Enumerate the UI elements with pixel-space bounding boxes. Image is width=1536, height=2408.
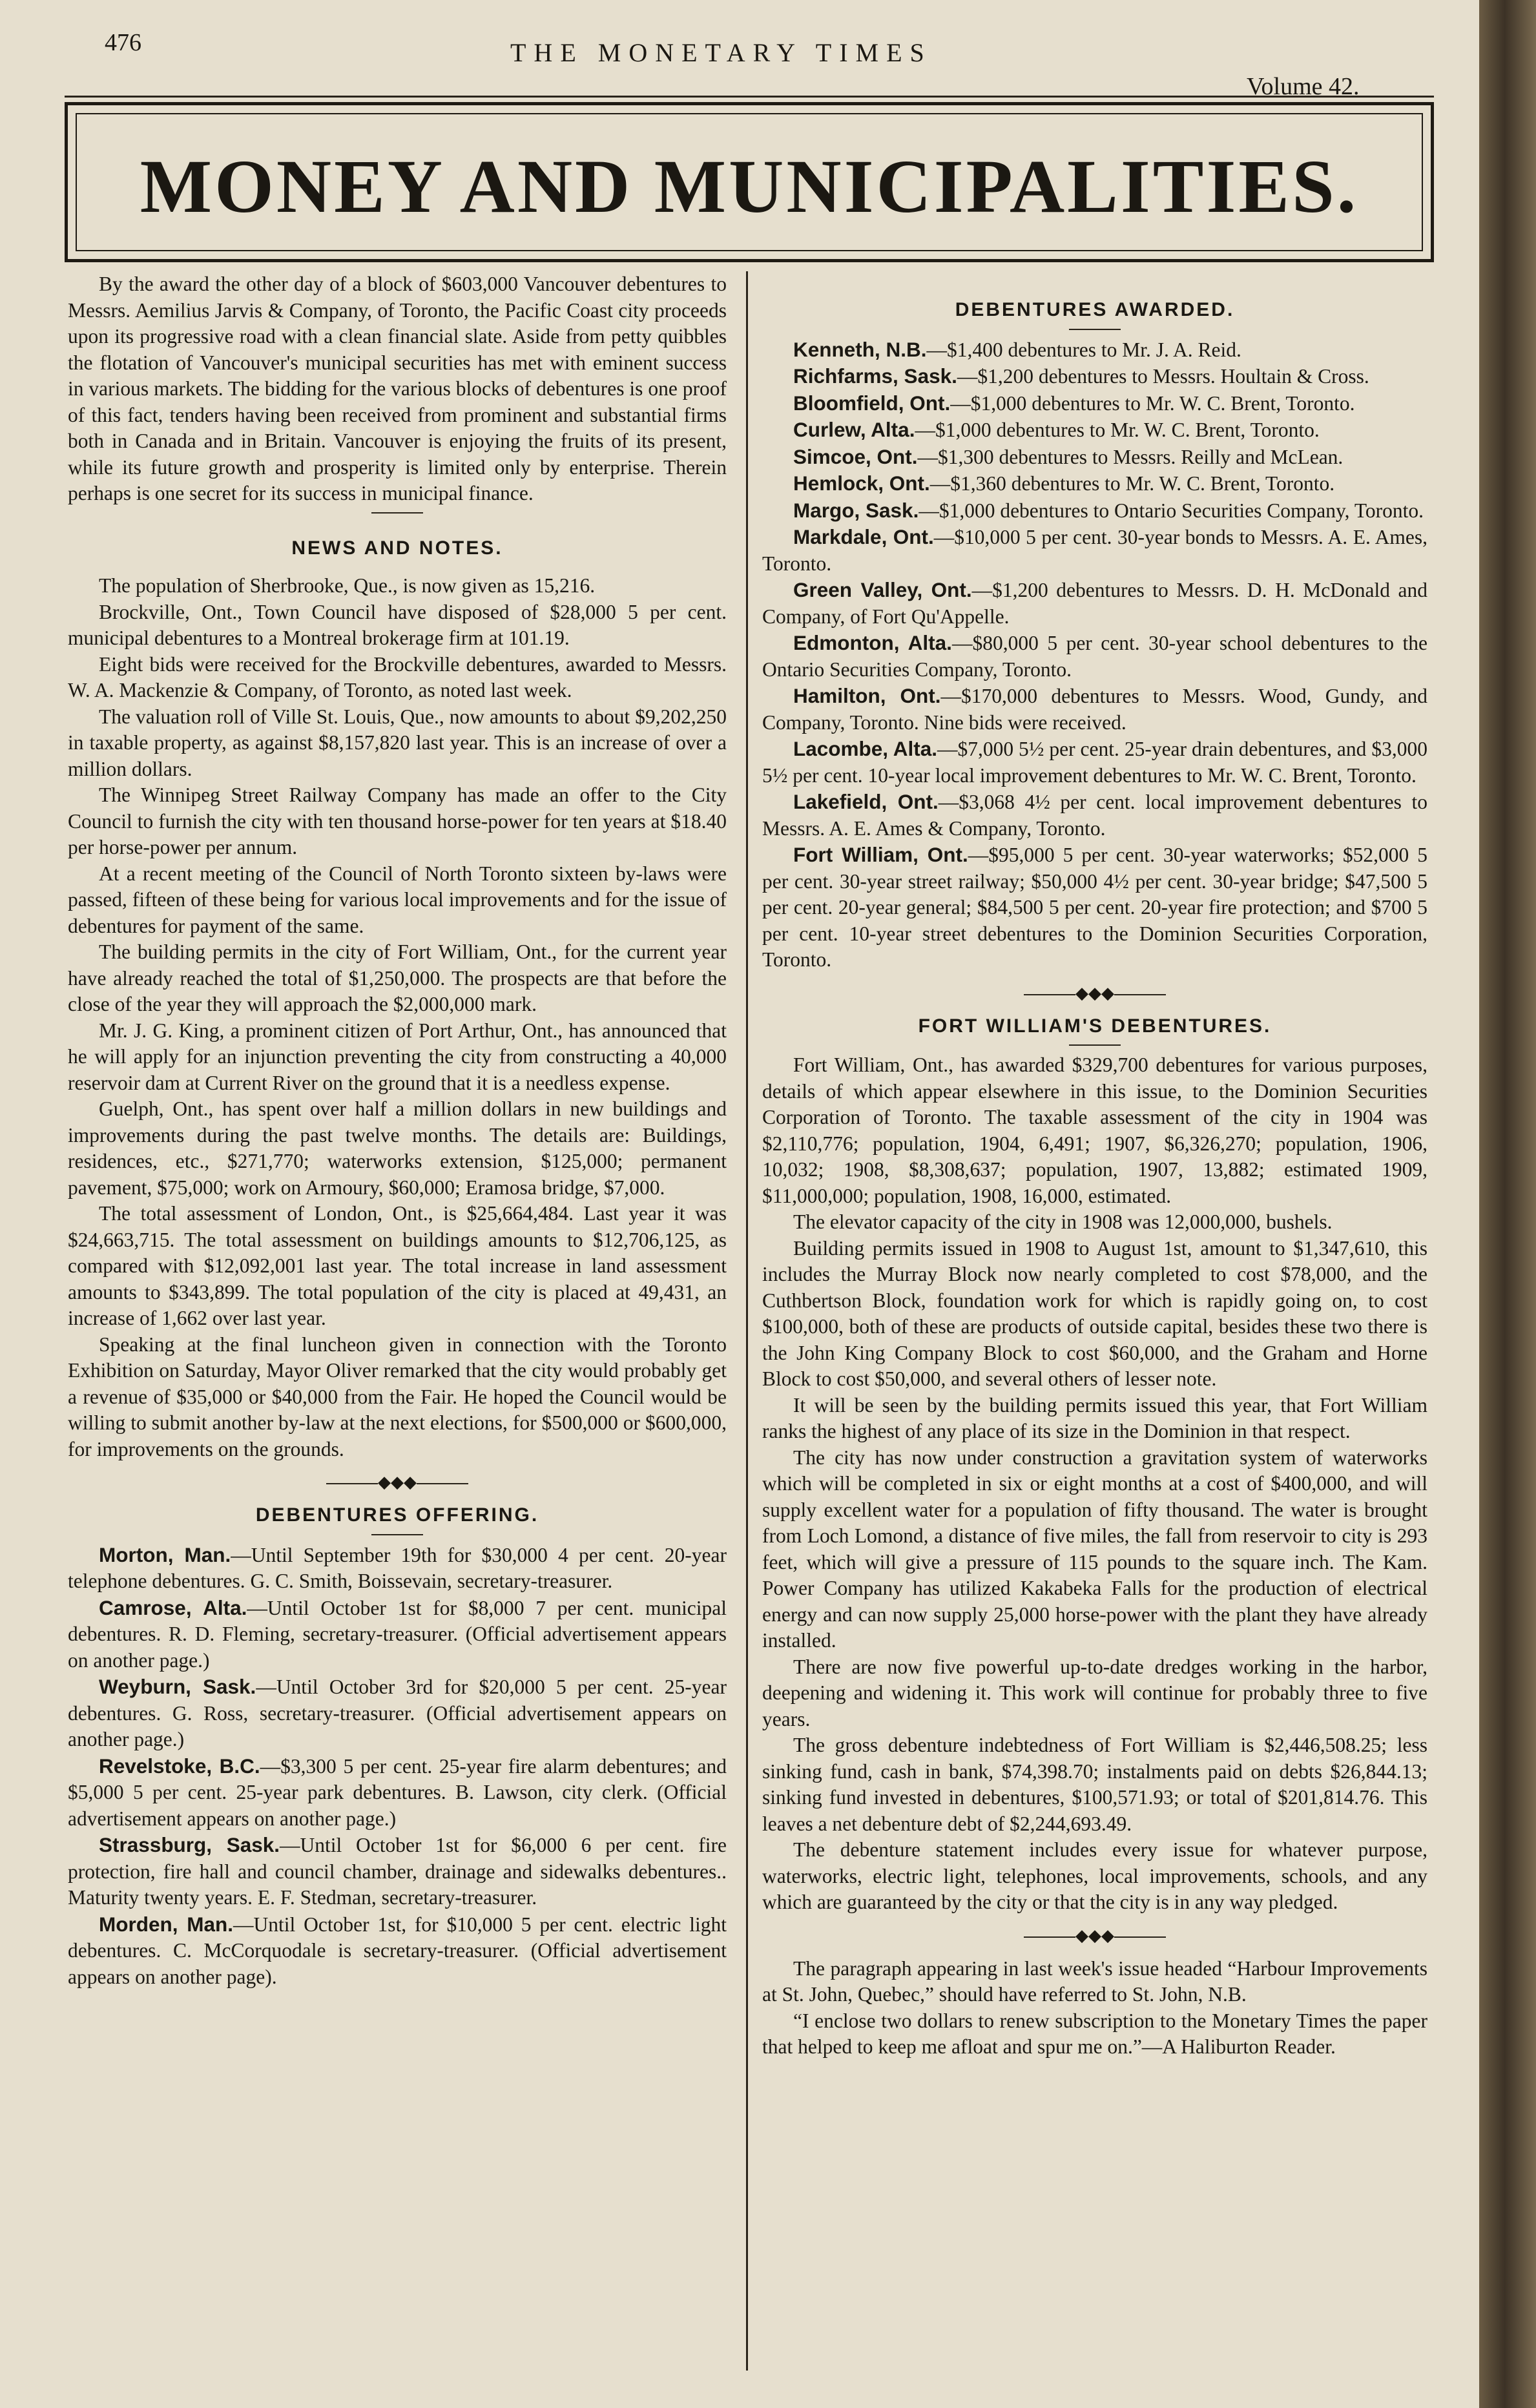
awarded-text: —$1,300 debentures to Messrs. Reilly and McLean. (917, 445, 1344, 468)
awarded-text: —$10,000 5 per cent. 30-year bonds to Messrs. A. E. Ames, Toronto. (762, 526, 1427, 575)
page-title: MONEY AND MUNICIPALITIES. (140, 144, 1359, 229)
awarded-text: —$7,000 5½ per cent. 25-year drain debentures, and $3,000 5½ per cent. 10-year local improvement debentures to Mr. W. C. Brent, Toronto. (762, 738, 1427, 787)
awarded-entry (762, 789, 1427, 842)
awarded-text: —$3,068 4½ per cent. local improvement debentures to Messrs. A. E. Ames & Company, Toronto. (762, 791, 1427, 840)
news-item: The total assessment of London, Ont., is $25,664,484. Last year it was $24,663,715. The total assessment on buildings amounts to $12,706,125, as compared with $12,092,001 last year. The total increase in land assessment amounts to $343,899. The total population of the city is placed at 49,431, an increase of 1,662 over last year. (68, 1202, 727, 1329)
awarded-place: Simcoe, Ont. (793, 444, 918, 468)
offering-text: —Until October 1st for $6,000 6 per cent. fire protection, fire hall and council chamber, drainage and sidewalks debentures.. Maturity twenty years. E. F. Stedman, secretary-treasurer. (68, 1834, 727, 1909)
left-column (68, 271, 727, 1990)
offering-entry (68, 1911, 727, 1991)
awarded-text: —$1,000 debentures to Mr. W. C. Brent, Toronto. (950, 391, 1355, 415)
awarded-text: —$1,200 debentures to Messrs. D. H. McDonald and Company, of Fort Qu'Appelle. (762, 579, 1427, 628)
section-rule (1069, 329, 1121, 330)
awarded-place: Richfarms, Sask. (793, 364, 957, 388)
awarded-entry (762, 390, 1427, 417)
offering-place: Revelstoke, B.C. (99, 1754, 260, 1778)
awarded-heading: DEBENTURES AWARDED. (955, 299, 1235, 320)
header-rule (65, 96, 1434, 98)
awarded-entry (762, 470, 1427, 497)
awarded-place: Kenneth, N.B. (793, 337, 927, 361)
offering-entry (68, 1832, 727, 1911)
fort-william-paragraph: There are now five powerful up-to-date dredges working in the harbor, deepening and widening it. This work will continue for probably three to five years. (762, 1655, 1427, 1730)
fort-william-paragraph: Fort William, Ont., has awarded $329,700 debentures for various purposes, details of which appear elsewhere in this issue, to the Dominion Securities Corporation of Toronto. The taxable assessment of the city in 1904 was $2,110,776; population, 1904, 6,491; 1907, $6,326,270; population, 1906, 10,032; 1908, $8,308,637; population, 1907, 13,882; estimated 1909, $11,000,000; population, 1908, 16,000, estimated. (762, 1054, 1427, 1207)
section-rule (1069, 1044, 1121, 1046)
awarded-place: Markdale, Ont. (793, 525, 934, 548)
awarded-text: —$170,000 debentures to Messrs. Wood, Gundy, and Company, Toronto. Nine bids were received. (762, 685, 1427, 734)
offering-text: —Until October 1st, for $10,000 5 per cent. electric light debentures. C. McCorquodale is secretary-treasurer. (Official advertisement appears on another page). (68, 1913, 727, 1988)
right-column (762, 271, 1427, 2060)
offering-place: Morden, Man. (99, 1912, 233, 1936)
volume-label: Volume 42. (1247, 73, 1360, 100)
fort-william-paragraph: It will be seen by the building permits issued this year, that Fort William ranks the highest of any place of its size in the Dominion in that respect. (762, 1393, 1427, 1442)
news-item: Mr. J. G. King, a prominent citizen of Port Arthur, Ont., has announced that he will apply for an injunction preventing the city from constructing a 40,000 reservoir dam at Current River on the ground that it is a needless expense. (68, 1019, 727, 1094)
awarded-place: Lacombe, Alta. (793, 737, 937, 760)
awarded-text: —$1,000 debentures to Mr. W. C. Brent, Toronto. (915, 419, 1320, 441)
news-item: The Winnipeg Street Railway Company has made an offer to the City Council to furnish the city with ten thousand horse-power for ten years at $18.40 per horse-power per annum. (68, 784, 727, 858)
offering-entry (68, 1542, 727, 1595)
fort-william-paragraph: The gross debenture indebtedness of Fort William is $2,446,508.25; less sinking fund, cash in bank, $74,398.70; instalments paid on debts $26,844.13; sinking fund invested in debentures, $100,571.93; or total of $201,814.76. This leaves a net debenture debt of $2,244,693.49. (762, 1734, 1427, 1835)
offering-entry (68, 1595, 727, 1674)
news-item: Speaking at the final luncheon given in connection with the Toronto Exhibition on Saturday, Mayor Oliver remarked that the city would probably get a revenue of $35,000 or $40,000 from the Fair. He hoped the Council would be willing to submit another by-law at the next elections, for $500,000 or $600,000, for improvements on the grounds. (68, 1333, 727, 1460)
awarded-entry (762, 444, 1427, 471)
news-item: The building permits in the city of Fort William, Ont., for the current year have already reached the total of $1,250,000. The prospects are that before the close of the year they will approach the $2,000,000 mark. (68, 940, 727, 1015)
awarded-place: Lakefield, Ont. (793, 790, 939, 813)
offering-entry (68, 1753, 727, 1832)
awarded-entry (762, 363, 1427, 390)
section-rule (371, 512, 423, 514)
correction-paragraph: The paragraph appearing in last week's issue headed “Harbour Improvements at St. John, Quebec,” should have referred to St. John, N.B. (762, 1956, 1427, 2006)
news-item: Eight bids were received for the Brockville debentures, awarded to Messrs. W. A. Mackenzie & Company, of Toronto, as noted last week. (68, 652, 727, 701)
awarded-place: Fort William, Ont. (793, 843, 968, 866)
fort-william-paragraph: Building permits issued in 1908 to August 1st, amount to $1,347,610, this includes the Murray Block now nearly completed to cost $78,000, and the Cuthbertson Block, foundation work for which is rapidly going on, to cost $100,000, both of these are products of outside capital, besides these two there is the John King Company Block to cost $60,000, and the Graham and Horne Block to cost $50,000, and several others of lesser note. (762, 1236, 1427, 1390)
offering-text: —Until October 1st for $8,000 7 per cent. municipal debentures. R. D. Fleming, secretary-treasurer. (Official advertisement appears on another page.) (68, 1596, 727, 1672)
awarded-place: Curlew, Alta. (793, 418, 915, 441)
offering-entry (68, 1674, 727, 1753)
book-spine (1479, 0, 1536, 2408)
offering-heading: DEBENTURES OFFERING. (255, 1504, 539, 1526)
news-item: The valuation roll of Ville St. Louis, Que., now amounts to about $9,202,250 in taxable property, as against $8,157,820 last year. This is an increase of over a million dollars. (68, 705, 727, 780)
news-item: Brockville, Ont., Town Council have disposed of $28,000 5 per cent. municipal debentures to a Montreal brokerage firm at 101.19. (68, 600, 727, 649)
awarded-text: —$1,000 debentures to Ontario Securities Company, Toronto. (918, 499, 1424, 522)
awarded-place: Edmonton, Alta. (793, 631, 952, 654)
awarded-text: —$80,000 5 per cent. 30-year school debentures to the Ontario Securities Company, Toronto. (762, 632, 1427, 681)
fort-william-heading: FORT WILLIAM'S DEBENTURES. (918, 1015, 1272, 1037)
offering-text: —Until October 3rd for $20,000 5 per cent. 25-year debentures. G. Ross, secretary-treasurer. (Official advertisement appears on another page.) (68, 1676, 727, 1750)
ornament-divider: ◆◆◆ (68, 1474, 727, 1491)
fort-william-paragraph: The elevator capacity of the city in 1908 was 12,000,000, bushels. (793, 1210, 1333, 1233)
news-item: At a recent meeting of the Council of North Toronto sixteen by-laws were passed, fifteen of these being for various local improvements and for the issue of debentures for payment of the same. (68, 862, 727, 937)
running-title: THE MONETARY TIMES (510, 38, 932, 67)
awarded-entry (762, 417, 1427, 444)
intro-paragraph: By the award the other day of a block of $603,000 Vancouver debentures to Messrs. Aemilius Jarvis & Company, of Toronto, the Pacific Coast city proceeds upon its progressive road with a clean financial slate. Aside from petty quibbles the flotation of Vancouver's municipal securities has met with eminent success in various markets. The bidding for the various blocks of debentures is one proof of this fact, tenders having been received from prominent and substantial firms both in Canada and in Britain. Vancouver is enjoying the fruits of its present, while its future growth and prosperity is limited only by enterprise. Therein perhaps is one secret for its success in municipal finance. (68, 273, 727, 504)
offering-place: Camrose, Alta. (99, 1595, 247, 1619)
awarded-text: —$1,360 debentures to Mr. W. C. Brent, Toronto. (929, 472, 1335, 495)
awarded-place: Green Valley, Ont. (793, 578, 972, 601)
awarded-place: Margo, Sask. (793, 498, 919, 522)
fort-william-paragraph: The city has now under construction a gravitation system of waterworks which will be completed in six or eight months at a cost of $400,000, and will supply excellent water for a population of fifty thousand. The water is brought from Loch Lomond, a distance of five miles, the fall from reservoir to city is 293 feet, which will give a pressure of 115 pounds to the square inch. The Kam. Power Company has utilized Kakabeka Falls for the production of electrical energy and can now supply 25,000 horse-power with the plant they have already installed. (762, 1446, 1427, 1652)
title-box (65, 102, 1434, 262)
ornament-divider: ◆◆◆ (762, 1927, 1427, 1944)
awarded-entry (762, 842, 1427, 973)
offering-place: Weyburn, Sask. (99, 1675, 256, 1698)
page-number: 476 (105, 29, 141, 56)
awarded-entry (762, 630, 1427, 683)
awarded-text: —$1,400 debentures to Mr. J. A. Reid. (926, 338, 1241, 361)
awarded-entry (762, 524, 1427, 577)
news-heading: NEWS AND NOTES. (291, 537, 503, 559)
news-item: The population of Sherbrooke, Que., is now given as 15,216. (99, 574, 596, 597)
awarded-entry (762, 497, 1427, 524)
awarded-entry (762, 577, 1427, 630)
awarded-entry (762, 337, 1427, 364)
news-item: Guelph, Ont., has spent over half a million dollars in new buildings and improvements during the past twelve months. The details are: Buildings, residences, etc., $271,770; waterworks extension, $125,000; permanent pavement, $75,000; work on Armoury, $60,000; Eramosa bridge, $7,000. (68, 1097, 727, 1199)
awarded-place: Bloomfield, Ont. (793, 391, 951, 415)
offering-text: —$3,300 5 per cent. 25-year fire alarm debentures; and $5,000 5 per cent. 25-year park debentures. B. Lawson, city clerk. (Official advertisement appears on another page.) (68, 1754, 727, 1830)
offering-place: Morton, Man. (99, 1542, 231, 1566)
awarded-place: Hamilton, Ont. (793, 684, 941, 707)
fort-william-paragraph: The debenture statement includes every issue for whatever purpose, waterworks, electric light, telephones, local improvements, schools, and any which are guaranteed by the city or that the city is in any way pledged. (762, 1838, 1427, 1913)
awarded-text: —$95,000 5 per cent. 30-year waterworks; $52,000 5 per cent. 30-year street railway; $50,000 4½ per cent. 30-year bridge; $47,500 5 per cent. 20-year general; $84,500 5 per cent. 20-year fire protection; and $700 5 per cent. 10-year street debentures to the Dominion Securities Corporation, Toronto. (762, 844, 1427, 971)
section-rule (371, 1534, 423, 1535)
reader-letter-paragraph: “I enclose two dollars to renew subscription to the Monetary Times the paper that helped to keep me afloat and spur me on.”—A Haliburton Reader. (762, 2009, 1427, 2058)
awarded-entry (762, 683, 1427, 736)
offering-text: —Until September 19th for $30,000 4 per cent. 20-year telephone debentures. G. C. Smith, Boissevain, secretary-treasurer. (68, 1543, 727, 1592)
awarded-place: Hemlock, Ont. (793, 472, 930, 495)
ornament-divider: ◆◆◆ (762, 985, 1427, 1002)
offering-place: Strassburg, Sask. (99, 1833, 280, 1856)
awarded-text: —$1,200 debentures to Messrs. Houltain & Cross. (957, 365, 1369, 388)
column-divider (746, 271, 748, 2371)
awarded-entry (762, 736, 1427, 789)
